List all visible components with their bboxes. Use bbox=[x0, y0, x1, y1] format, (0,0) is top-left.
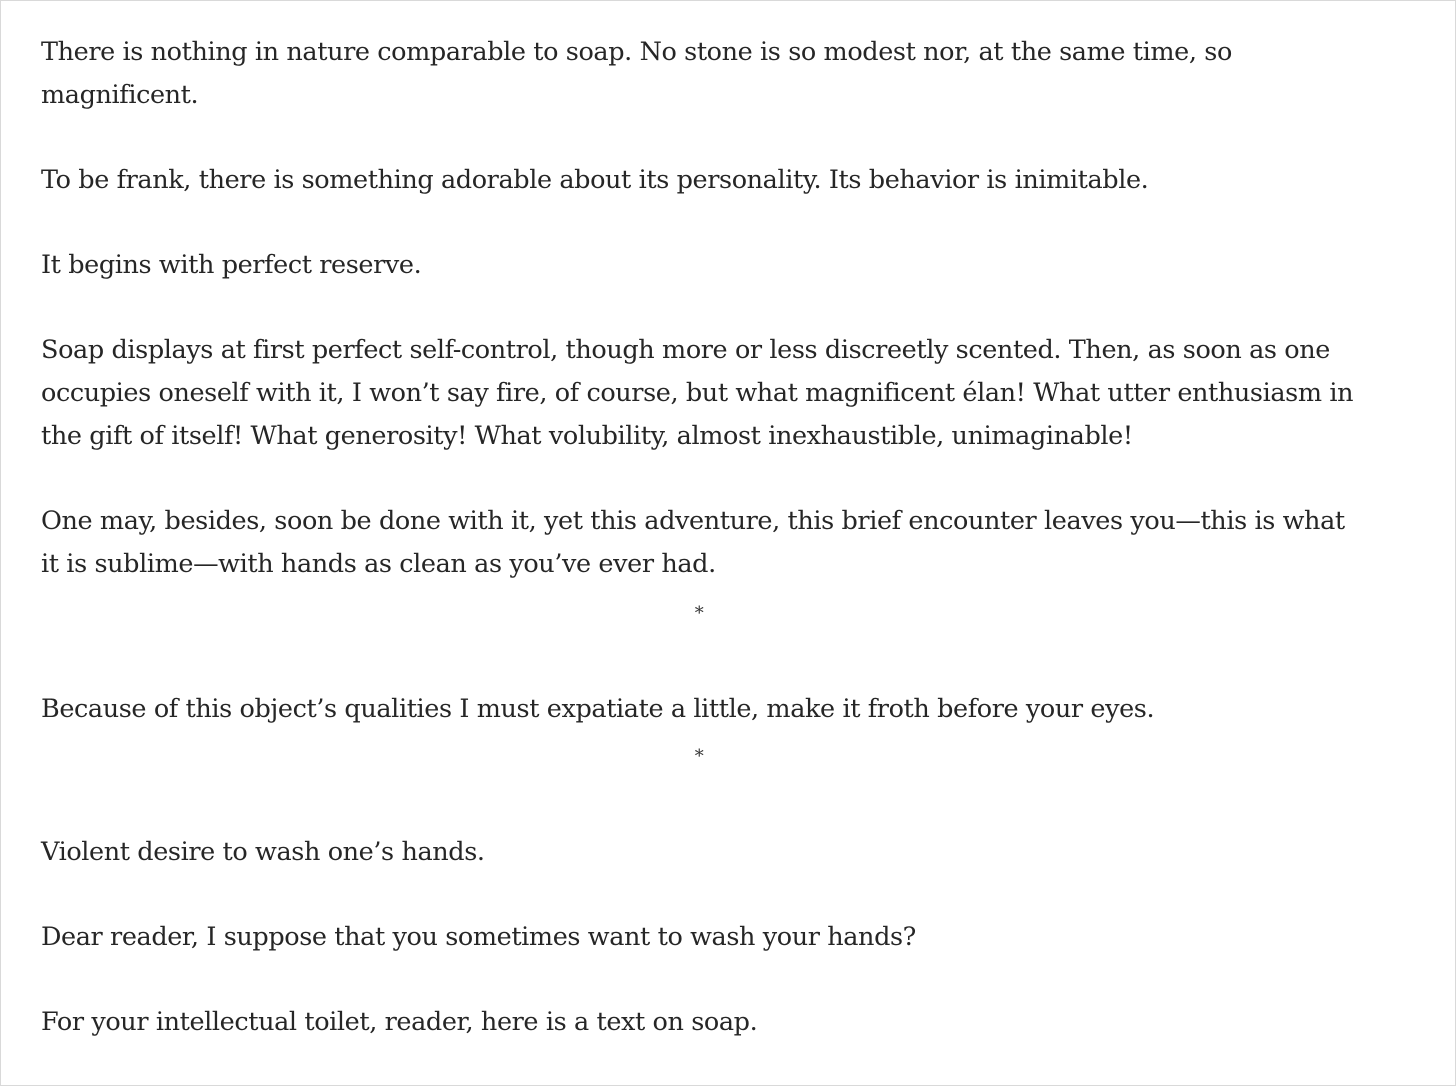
paragraph: Violent desire to wash one’s hands. bbox=[41, 837, 485, 867]
paragraph: It begins with perfect reserve. bbox=[41, 250, 422, 280]
paragraph: Because of this object’s qualities I must expatiate a little, make it froth before your eyes. bbox=[41, 694, 1155, 724]
section-separator: * bbox=[694, 603, 704, 624]
paragraph: To be frank, there is something adorable about its personality. Its behavior is inimitable. bbox=[41, 165, 1149, 195]
paragraph: There is nothing in nature comparable to soap. No stone is so modest nor, at the same time, so magnificent. bbox=[41, 37, 1232, 110]
paragraph: Soap displays at first perfect self-control, though more or less discreetly scented. Then, as soon as one occupies oneself with it, I won’t say fire, of course, but what magnificent élan! What utter enthusiasm in the gift of itself! What generosity! What volubility, almost inexhaustible, unimaginable! bbox=[41, 335, 1354, 451]
paragraph: Dear reader, I suppose that you sometimes want to wash your hands? bbox=[41, 922, 916, 952]
paragraph: One may, besides, soon be done with it, yet this adventure, this brief encounter leaves you—this is what it is sublime—with hands as clean as you’ve ever had. bbox=[41, 506, 1345, 579]
article-body bbox=[41, 31, 1357, 1044]
section-separator: * bbox=[694, 746, 704, 767]
paragraph: For your intellectual toilet, reader, here is a text on soap. bbox=[41, 1007, 758, 1037]
